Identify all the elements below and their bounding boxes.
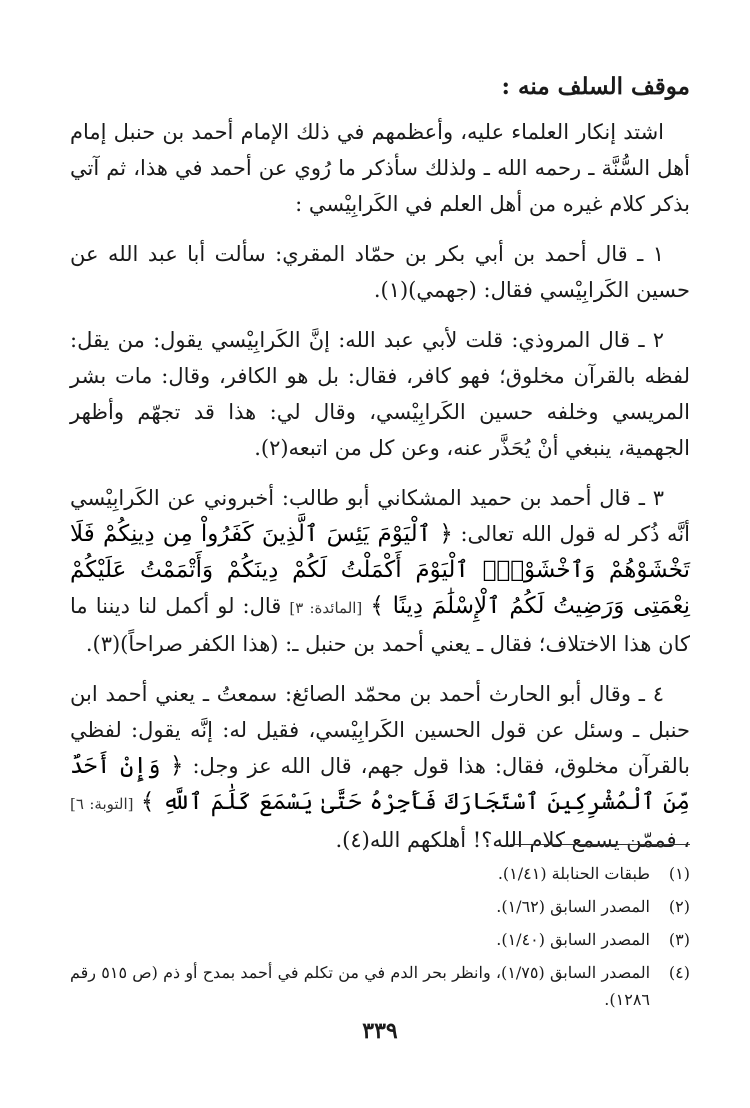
narration-4: [70, 676, 690, 858]
narration-4-conclusion: ، فممّن يسمع كلام الله؟! أهلكهم الله(٤).: [335, 828, 690, 852]
footnote-text: المصدر السابق (١/٤٠).: [496, 930, 650, 949]
footnote-number: (٢): [668, 897, 690, 916]
narration-4-intro: ٤ ـ وقال أبو الحارث أحمد بن محمّد الصائغ: سمعتُ ـ يعني أحمد ابن حنبل ـ وسئل عن قول الحسين الكَرابِيْسي، فقيل له: إنَّه يقول: لفظي بالقرآن مخلوق، فقال: هذا قول جهم، قال الله عز وجل:: [70, 682, 690, 778]
footnote-number: (١): [668, 864, 690, 883]
narration-3-intro: ٣ ـ قال أحمد بن حميد المشكاني أبو طالب: أخبروني عن الكَرابِيْسي أنَّه ذُكر له قول الله تعالى:: [70, 486, 690, 546]
narration-2: ٢ ـ قال المروذي: قلت لأبي عبد الله: إنَّ الكَرابِيْسي يقول: من يقل: لفظه بالقرآن مخلوق؛ فهو كافر، فقال: بل هو الكافر، وقال: مات بشر المريسي وخلفه حسين الكَرابِيْسي، وقال لي: هذا قد تجهّم وأظهر الجهمية، ينبغي أنْ يُحَذَّر عنه، وعن كل من اتبعه(٢).: [70, 328, 690, 460]
quran-verse-maidah: ﴿ ٱلْيَوْمَ يَئِسَ ٱلَّذِينَ كَفَرُواْ مِن دِينِكُمْ فَلَا تَخْشَوْهُمْ وَٱخْشَوْنِۚ ٱلْيَوْمَ أَكْمَلْتُ لَكُمْ دِينَكُمْ وَأَتْمَمْتُ عَلَيْكُمْ نِعْمَتِى وَرَضِيتُ لَكُمُ ٱلْإِسْلَٰمَ دِينًا ﴾: [70, 521, 690, 619]
footnote-divider: [510, 844, 690, 845]
book-page: [70, 70, 690, 1070]
footnote-item: [70, 959, 690, 1013]
footnote-item: [70, 893, 690, 920]
intro-paragraph: اشتد إنكار العلماء عليه، وأعظمهم في ذلك الإمام أحمد بن حنبل إمام أهل السُّنَّة ـ رحمه الله ـ ولذلك سأذكر ما رُوي عن أحمد في هذا، ثم آتي بذكر كلام غيره من أهل العلم في الكَرابِيْسي :: [70, 120, 690, 216]
footnote-text: المصدر السابق (١/٦٢).: [496, 897, 650, 916]
verse-reference-tawbah: [التوبة: ٦]: [70, 795, 134, 813]
footnote-text: المصدر السابق (١/٧٥)، وانظر بحر الدم في من تكلم في أحمد بمدح أو ذم (ص ٥١٥ رقم ١٢٨٦).: [70, 963, 651, 1009]
footnote-item: [70, 926, 690, 953]
verse-reference-maidah: [المائدة: ٣]: [289, 599, 363, 617]
narration-3-conclusion: قال: لو أكمل لنا ديننا ما كان هذا الاختلاف؛ فقال ـ يعني أحمد بن حنبل ـ: (هذا الكفر صراحاً)(٣).: [70, 594, 690, 656]
footnote-number: (٣): [668, 930, 690, 949]
section-heading: موقف السلف منه :: [501, 73, 690, 100]
footnote-text: طبقات الحنابلة (١/٤١).: [497, 864, 650, 883]
narration-3: [70, 480, 690, 662]
footnote-number: (٤): [668, 963, 690, 982]
quran-verse-tawbah: ﴿ وَإِنْ أَحَدٌ مِّنَ ٱلْمُشْرِكِينَ ٱسْتَجَارَكَ فَأَجِرْهُ حَتَّىٰ يَسْمَعَ كَلَٰمَ ٱللَّهِ ﴾: [70, 753, 690, 815]
footnotes: [70, 860, 690, 1019]
footnote-item: [70, 860, 690, 887]
narration-1: ١ ـ قال أحمد بن أبي بكر بن حمّاد المقري: سألت أبا عبد الله عن حسين الكَرابِيْسي فقال: (جهمي)(١).: [70, 242, 690, 302]
page-number: ٣٣٩: [362, 1018, 398, 1044]
